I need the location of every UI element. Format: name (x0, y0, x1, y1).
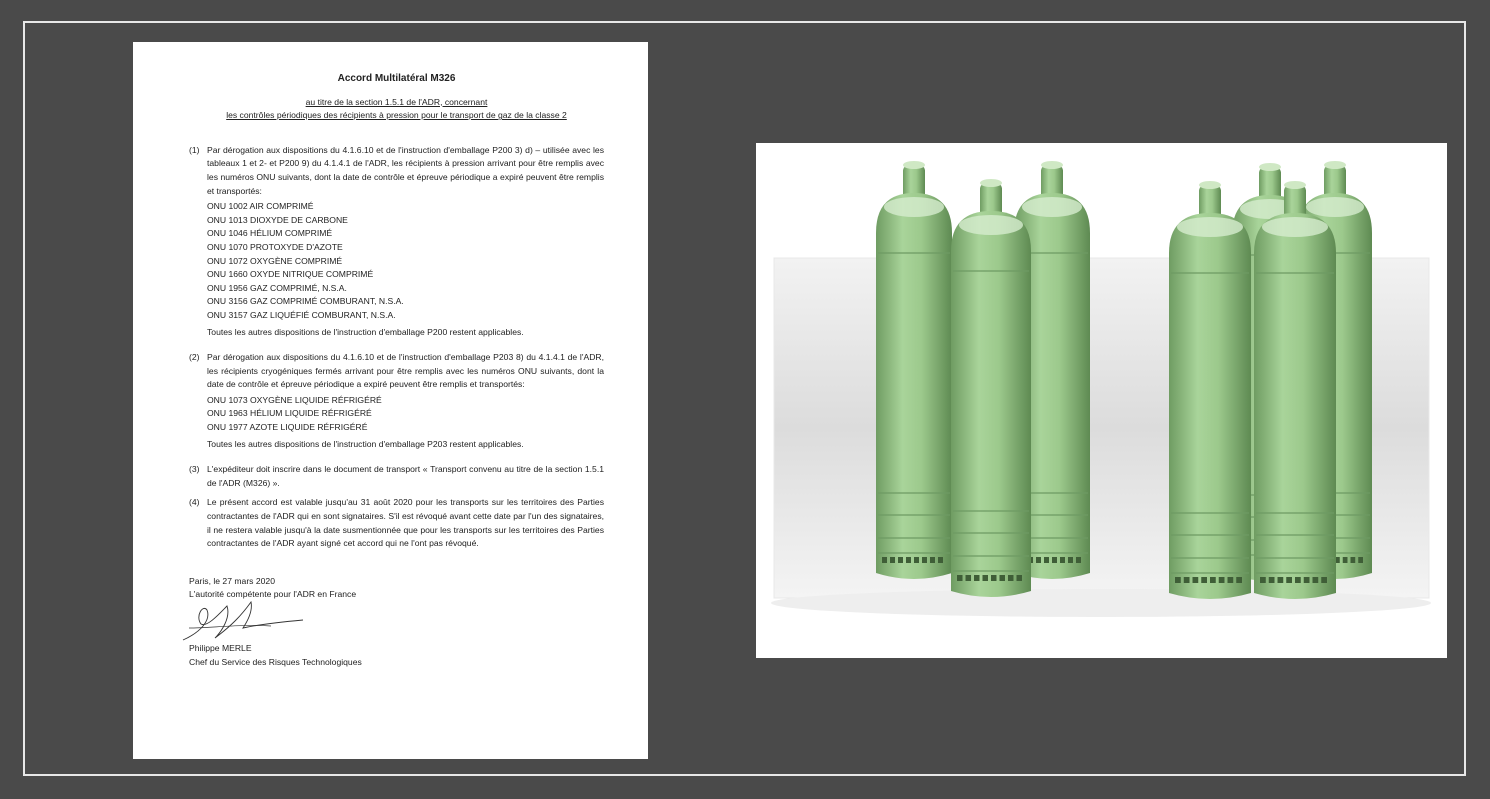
un-number-list (207, 394, 604, 435)
paragraph (189, 463, 604, 490)
gas-cylinders-photo (756, 143, 1447, 658)
gas-cylinder (951, 179, 1031, 597)
paragraph (189, 144, 604, 345)
document-subtitle-line2: les contrôles périodiques des récipients à pression pour le transport de gaz de la classe 2 (226, 110, 567, 121)
list-item: ONU 1002 AIR COMPRIMÉ (207, 201, 314, 212)
handwritten-signature (189, 602, 604, 642)
signatory-name: Philippe MERLE (189, 643, 252, 653)
paragraph-closing: Toutes les autres dispositions de l'instruction d'emballage P203 restent applicables. (207, 438, 524, 449)
paragraph-number: (2) (189, 352, 200, 363)
list-item: ONU 3157 GAZ LIQUÉFIÉ COMBURANT, N.S.A. (207, 309, 396, 320)
document-subtitle-line1: au titre de la section 1.5.1 de l'ADR, concernant (305, 96, 488, 107)
list-item: ONU 1963 HÉLIUM LIQUIDE RÉFRIGÉRÉ (207, 408, 372, 419)
paragraph-number: (1) (189, 144, 200, 155)
gas-cylinder (1169, 181, 1251, 599)
authority-line: L'autorité compétente pour l'ADR en France (189, 589, 357, 600)
gas-cylinders-illustration (756, 143, 1447, 658)
list-item: ONU 1070 PROTOXYDE D'AZOTE (207, 241, 343, 252)
paragraph (189, 351, 604, 457)
paragraph-text: Par dérogation aux dispositions du 4.1.6.10 et de l'instruction d'emballage P200 3) d) – utilisée avec les tableaux 1 et 2- et P200 9) du 4.1.4.1 de l'ADR, les récipients à pression arrivant pour être remplis avec les numéros ONU suivants, dont la date de contrôle et épreuve périodique a expiré peuvent être remplis et transportés: (207, 144, 604, 196)
paragraph-text: Le présent accord est valable jusqu'au 31 août 2020 pour les transports sur les territoires des Parties contractantes de l'ADR qui en sont signataires. S'il est révoqué avant cette date par l'un des signataires, il ne restera valable jusqu'à la date susmentionnée que pour les transports sur les territoires des Parties contractantes de l'ADR ayant signé cet accord qui ne l'ont pas révoqué. (207, 497, 604, 549)
place-date: Paris, le 27 mars 2020 (189, 575, 275, 586)
list-item: ONU 1072 OXYGÈNE COMPRIMÉ (207, 255, 343, 266)
gas-cylinder (876, 161, 952, 579)
paragraph-text: L'expéditeur doit inscrire dans le document de transport « Transport convenu au titre de la section 1.5.1 de l'ADR (M326) ». (207, 464, 604, 488)
signatory-title: Chef du Service des Risques Technologiques (189, 656, 362, 667)
list-item: ONU 1013 DIOXYDE DE CARBONE (207, 214, 348, 225)
paragraph-closing: Toutes les autres dispositions de l'instruction d'emballage P200 restent applicables. (207, 326, 524, 337)
list-item: ONU 1956 GAZ COMPRIMÉ, N.S.A. (207, 282, 347, 293)
paragraph (189, 496, 604, 550)
paragraph-list (189, 144, 604, 551)
signature-block (189, 575, 604, 669)
list-item: ONU 3156 GAZ COMPRIMÉ COMBURANT, N.S.A. (207, 296, 404, 307)
paragraph-number: (3) (189, 464, 200, 475)
list-item: ONU 1046 HÉLIUM COMPRIMÉ (207, 228, 333, 239)
list-item: ONU 1660 OXYDE NITRIQUE COMPRIMÉ (207, 269, 374, 280)
list-item: ONU 1073 OXYGÈNE LIQUIDE RÉFRIGÉRÉ (207, 394, 382, 405)
paragraph-number: (4) (189, 497, 200, 508)
signature-graphic (181, 598, 321, 644)
gas-cylinder (1254, 181, 1336, 599)
un-number-list (207, 200, 604, 322)
document-title: Accord Multilatéral M326 (337, 73, 456, 84)
paragraph-text: Par dérogation aux dispositions du 4.1.6.10 et de l'instruction d'emballage P203 8) du 4.1.4.1 de l'ADR, les récipients cryogéniques fermés arrivant pour être remplis avec les numéros ONU suivants, dont la date de contrôle et épreuve périodique a expiré peuvent être remplis et transportés: (207, 352, 604, 390)
list-item: ONU 1977 AZOTE LIQUIDE RÉFRIGÉRÉ (207, 422, 368, 433)
document-page (133, 42, 648, 759)
